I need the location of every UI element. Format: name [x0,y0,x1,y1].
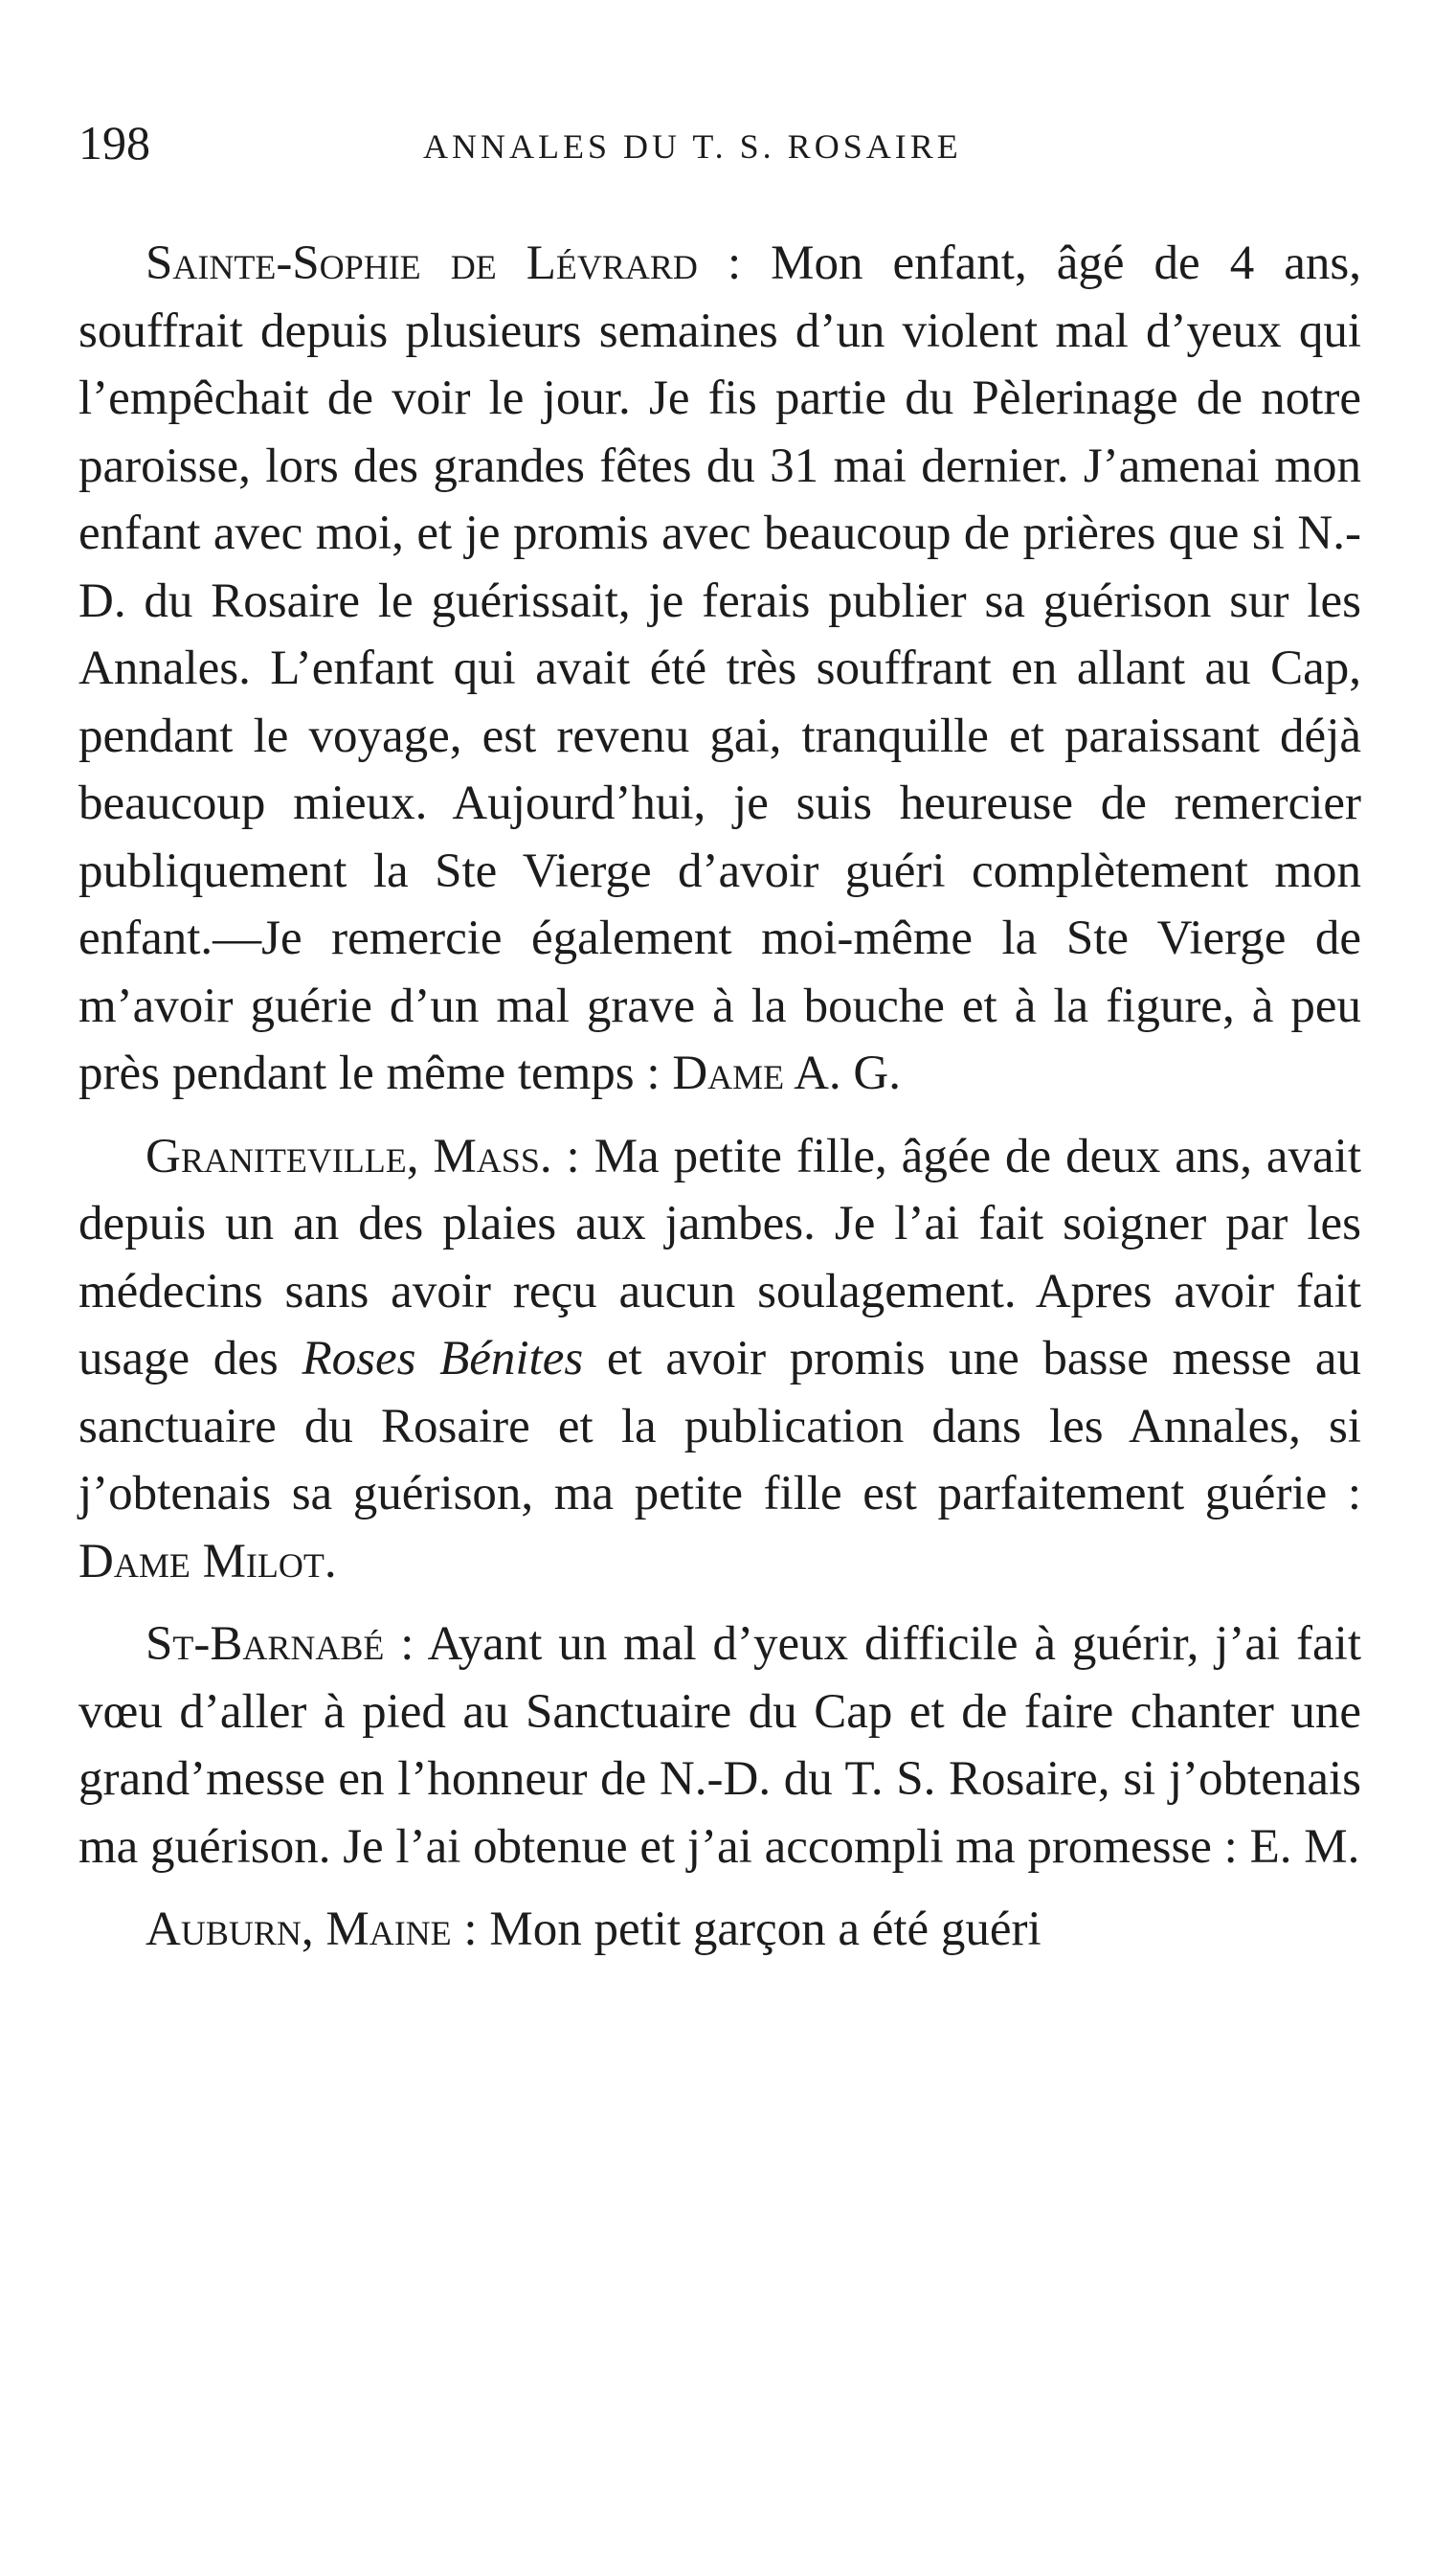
place-name: Sainte-Sophie de Lévrard [146,236,698,290]
testimony-entry [78,1123,1361,1596]
testimony-entry [78,1610,1361,1880]
separator: : [551,1129,594,1183]
page-number: 198 [78,116,150,169]
testimony-text: Mon enfant, âgé de 4 ans, souffrait depuis plusieurs semaines d’un violent mal d’yeux qui l’empêchait de voir le jour. Je fis partie du Pèlerinage de notre paroisse, lors des grandes fêtes du 31 mai dernier. J’amenai mon enfant avec moi, et je promis avec beaucoup de prières que si N.-D. du Rosaire le guérissait, je ferais publier sa guérison sur les Annales. L’enfant qui avait été très souffrant en allant au Cap, pendant le voyage, est revenu gai, tranquille et paraissant déjà beaucoup mieux. Aujourd’hui, je suis heureuse de remercier publiquement la Ste Vierge d’avoir guéri complètement mon enfant.—Je remercie également moi-même la Ste Vierge de m’avoir guérie d’un mal grave à la bouche et à la figure, à peu près pendant le même temps : [78,236,1362,1100]
testimony-text: Ayant un mal d’yeux difficile à guérir, j’ai fait vœu d’aller à pied au Sanctuaire du Cap et de faire chanter une grand’messe en l’honneur de N.-D. du T. S. Rosaire, si j’obtenais ma guérison. Je l’ai obtenue et j’ai accompli ma promesse : [78,1617,1361,1874]
place-name: Graniteville, Mass. [146,1129,552,1183]
signature: E. M. [1249,1819,1360,1874]
running-title: ANNALES DU T. S. ROSAIRE [423,127,962,166]
book-page [78,115,1361,1979]
testimony-text: et avoir promis une basse messe au sanctuaire du Rosaire et la publication dans les Annales, si j’obtenais sa guérison, ma petite fille est parfaitement guérie : [78,1332,1361,1520]
signature: Dame Milot. [78,1534,337,1588]
separator: : [697,236,772,290]
italic-title: Roses Bénites [302,1332,584,1385]
testimony-entry [78,230,1361,1108]
place-name: Auburn, Maine [146,1903,452,1956]
testimony-entry [78,1896,1361,1964]
place-name: St-Barnabé [146,1617,385,1671]
separator: : [384,1617,428,1671]
separator: : [451,1903,490,1956]
testimony-text: Mon petit garçon a été guéri [489,1903,1042,1956]
signature: Dame A. G. [672,1047,902,1100]
testimony-text: Ma petite fille, âgée de deux ans, avait depuis un an des plaies aux jambes. Je l’ai fait soigner par les médecins sans avoir reçu aucun soulagement. Apres avoir fait usage des [78,1129,1362,1385]
page-header [78,115,1361,191]
